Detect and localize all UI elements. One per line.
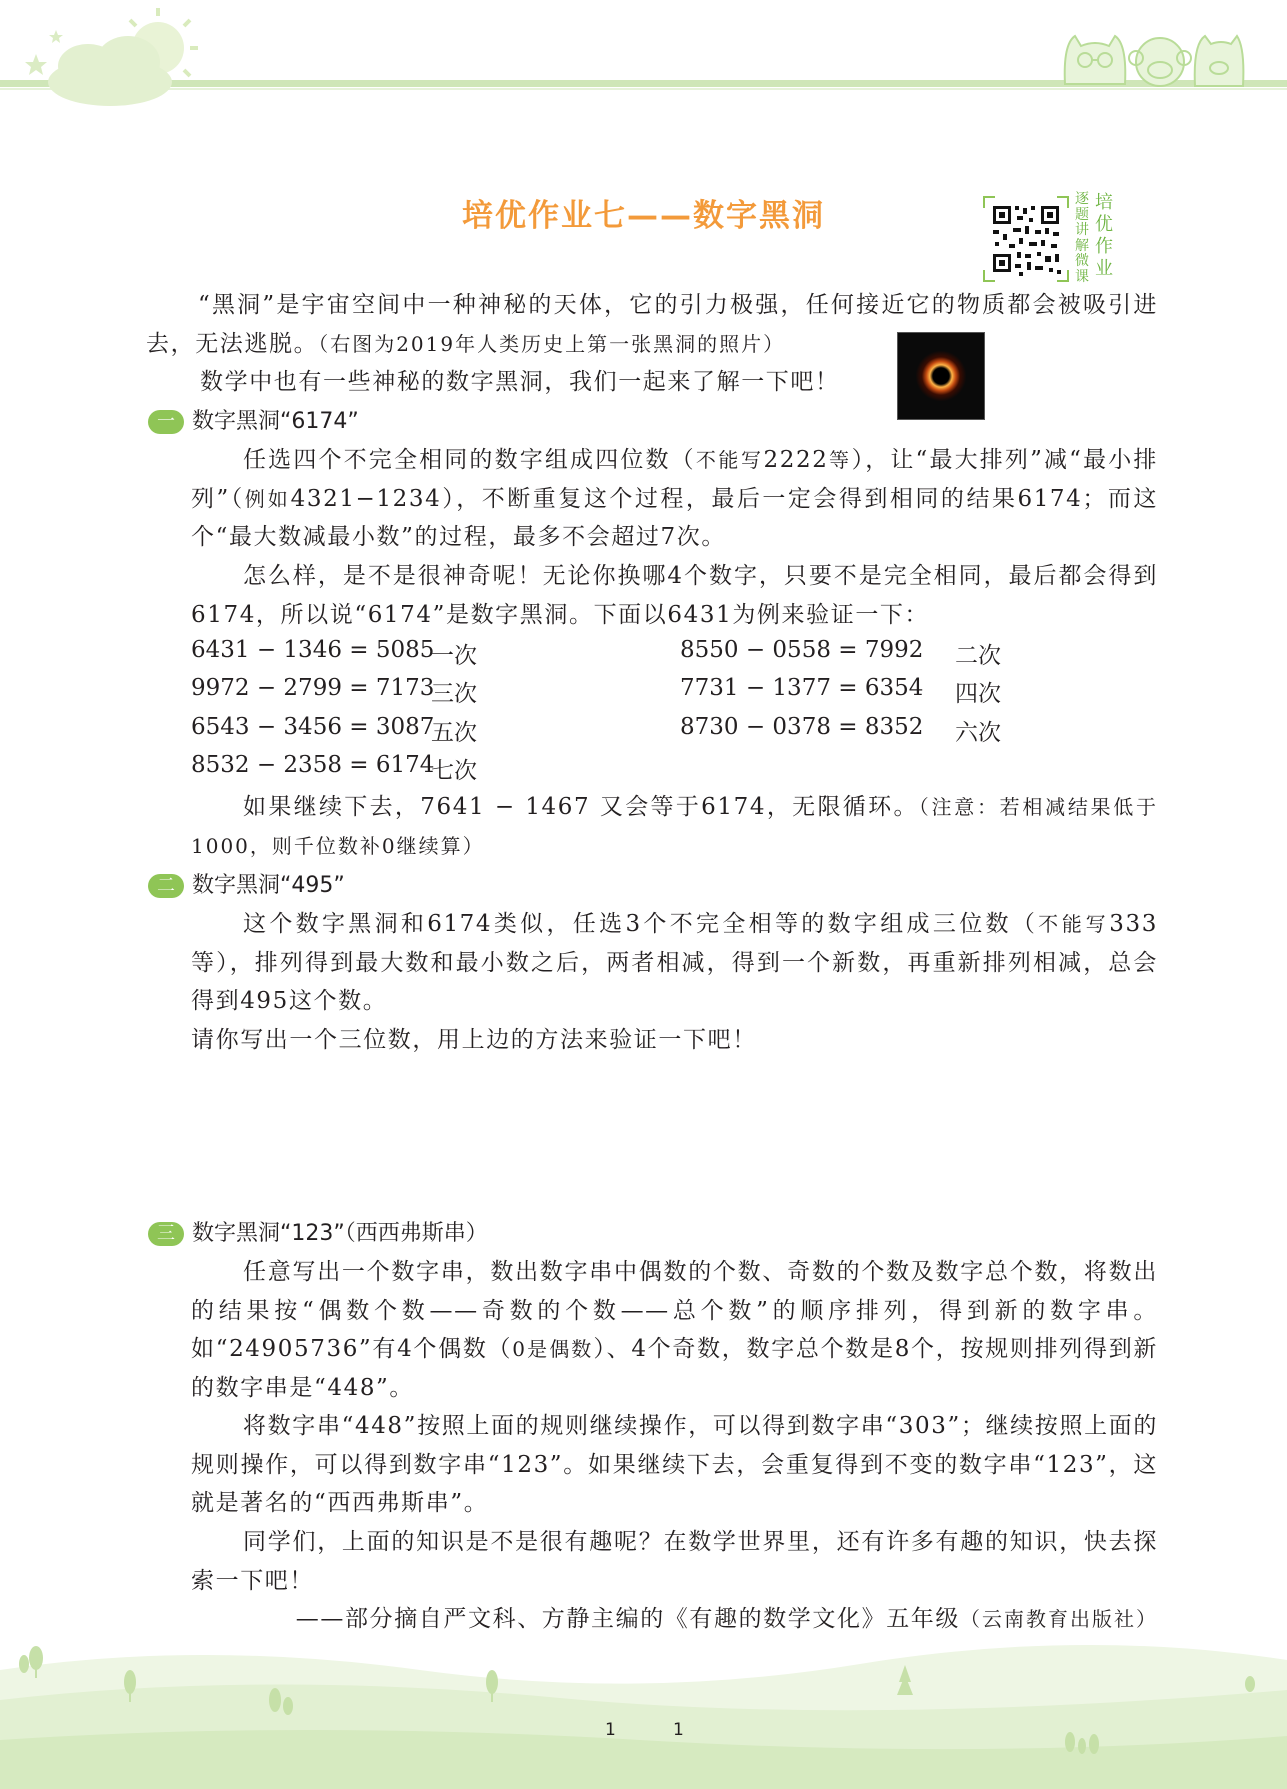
intro-paragraph-2: 数学中也有一些神秘的数字黑洞，我们一起来了解一下吧！: [200, 369, 840, 395]
note-run: 不能写: [695, 448, 764, 472]
intro-photo-note: （右图为2019年人类历史上第一张黑洞的照片）: [318, 331, 786, 356]
equation-label: 六次: [955, 720, 1001, 746]
equation-2: [680, 637, 1001, 669]
section-3-title: 数字黑洞“123”（西西弗斯串）: [192, 1221, 488, 1246]
equation-7: [191, 752, 477, 784]
section-2-paragraph-1: [191, 905, 1158, 1021]
section-3-paragraph-1: [191, 1253, 1158, 1407]
citation-publisher: （云南教育出版社）: [960, 1607, 1158, 1631]
animal-characters-decoration: [1055, 14, 1245, 94]
page-number-left: 1: [605, 1720, 616, 1740]
section-3-paragraph-2: 将数字串“448”按照上面的规则继续操作，可以得到数字串“303”；继续按照上面的规则操作，可以得到数字串“123”。如果继续下去，会重复得到不变的数字串“123”，这就是著名的“西西弗斯串”。: [191, 1413, 1158, 1516]
section-3-heading: [148, 1219, 748, 1249]
page-title: 培优作业七——数字黑洞: [462, 198, 825, 234]
equation-5: [191, 714, 477, 746]
note-run: 等: [828, 448, 852, 472]
cat-glasses-icon: [1065, 36, 1126, 84]
section-1-paragraph-1: [191, 441, 1158, 557]
equation-expr: 8550 − 0558 = 7992: [680, 637, 924, 663]
intro-paragraph-1: [146, 286, 1158, 363]
equation-1: [191, 637, 477, 669]
equation-label: 二次: [955, 643, 1001, 669]
answer-space[interactable]: [191, 1070, 1158, 1210]
text-run: 333等），排列得到最大数和最小数之后，两者相减，得到一个新数，再重新排列相减，总会得到495这个数。: [191, 911, 1158, 1014]
note-run: 例如: [244, 486, 291, 511]
equation-label: 三次: [431, 681, 477, 707]
text-run: ）、4个奇数，数字总个数是8个，按规则排列得到新的数字串是“448”。: [191, 1336, 1159, 1401]
equation-expr: 7731 − 1377 = 6354: [680, 675, 924, 701]
equation-expr: 8532 − 2358 = 6174: [191, 752, 435, 778]
equation-expr: 9972 − 2799 = 7173: [191, 675, 435, 701]
text-run: 4321−1234），不断重复这个过程，最后一定会得到相同的结果6174；而这个“最大数减最小数”的过程，最多不会超过7次。: [191, 485, 1159, 550]
note-run: （注意：若相减结果低于1000，则千位数补0继续算）: [191, 795, 1159, 858]
section-2-title: 数字黑洞“495”: [192, 873, 345, 898]
star-icons: [25, 30, 63, 75]
black-hole-photo: [897, 332, 985, 420]
section-1-badge: 一: [148, 410, 184, 434]
intro-text: “黑洞”是宇宙空间中一种神秘的天体，它的引力极强，任何接近它的物质都会被吸引进去，无法逃脱。: [146, 292, 1158, 357]
section-2-badge: 二: [148, 874, 184, 898]
qr-label: [1073, 192, 1133, 288]
qr-label-micro-lecture: 逐题讲解微课: [1075, 191, 1089, 285]
section-1-heading: [148, 407, 548, 437]
footer-landscape-decoration: [0, 1640, 1287, 1789]
qr-code-icon[interactable]: [983, 196, 1069, 282]
note-run: 0是偶数: [512, 1337, 594, 1361]
equation-expr: 6431 − 1346 = 5085: [191, 637, 435, 663]
section-1-title: 数字黑洞“6174”: [192, 409, 359, 434]
text-run: 任选四个不完全相同的数字组成四位数（: [243, 447, 696, 473]
text-run: 如果继续下去，7641 − 1467 又会等于6174，无限循环。: [243, 794, 919, 820]
text-run: 任意写出一个数字串，数出数字串中偶数的个数、奇数的个数及数字总个数，将数出的结果按“偶数个数——奇数的个数——总个数”的顺序排列，得到新的数字串。如“24905736”有4个偶数（: [191, 1259, 1158, 1362]
equation-expr: 6543 − 3456 = 3087: [191, 714, 435, 740]
note-run: 不能写: [1038, 912, 1110, 936]
equation-label: 一次: [431, 643, 477, 669]
pig-icon: [1195, 36, 1244, 86]
page-number-right: 1: [673, 1720, 684, 1740]
equation-expr: 8730 − 0378 = 8352: [680, 714, 924, 740]
section-3-badge: 三: [148, 1222, 184, 1246]
cloud-icon: [48, 36, 172, 106]
citation-text: ——部分摘自严文科、方静主编的《有趣的数学文化》五年级: [295, 1606, 960, 1632]
equation-label: 五次: [431, 720, 477, 746]
qr-label-homework: 培优作业: [1095, 192, 1113, 279]
section-1-paragraph-3: [191, 788, 1158, 865]
text-run: 2222: [763, 447, 829, 473]
monkey-icon: [1129, 38, 1191, 86]
text-run: ），让“最大排列”减“最小排列”（: [191, 447, 1158, 512]
section-2-paragraph-2: 请你写出一个三位数，用上边的方法来验证一下吧！: [191, 1027, 757, 1053]
equation-6: [680, 714, 1001, 746]
section-1-paragraph-2: 怎么样，是不是很神奇呢！无论你换哪4个数字，只要不是完全相同，最后都会得到6174，所以说“6174”是数字黑洞。下面以6431为例来验证一下：: [191, 563, 1158, 628]
equation-label: 七次: [431, 758, 477, 784]
equation-3: [191, 675, 477, 707]
sun-cloud-decoration: [0, 0, 220, 110]
text-run: 这个数字黑洞和6174类似，任选3个不完全相等的数字组成三位数（: [243, 911, 1039, 937]
section-2-heading: [148, 871, 548, 901]
equation-label: 四次: [955, 681, 1001, 707]
equation-4: [680, 675, 1001, 707]
source-citation: [191, 1600, 1158, 1639]
section-3-paragraph-3: 同学们，上面的知识是不是很有趣呢？在数学世界里，还有许多有趣的知识，快去探索一下吧！: [191, 1529, 1158, 1594]
